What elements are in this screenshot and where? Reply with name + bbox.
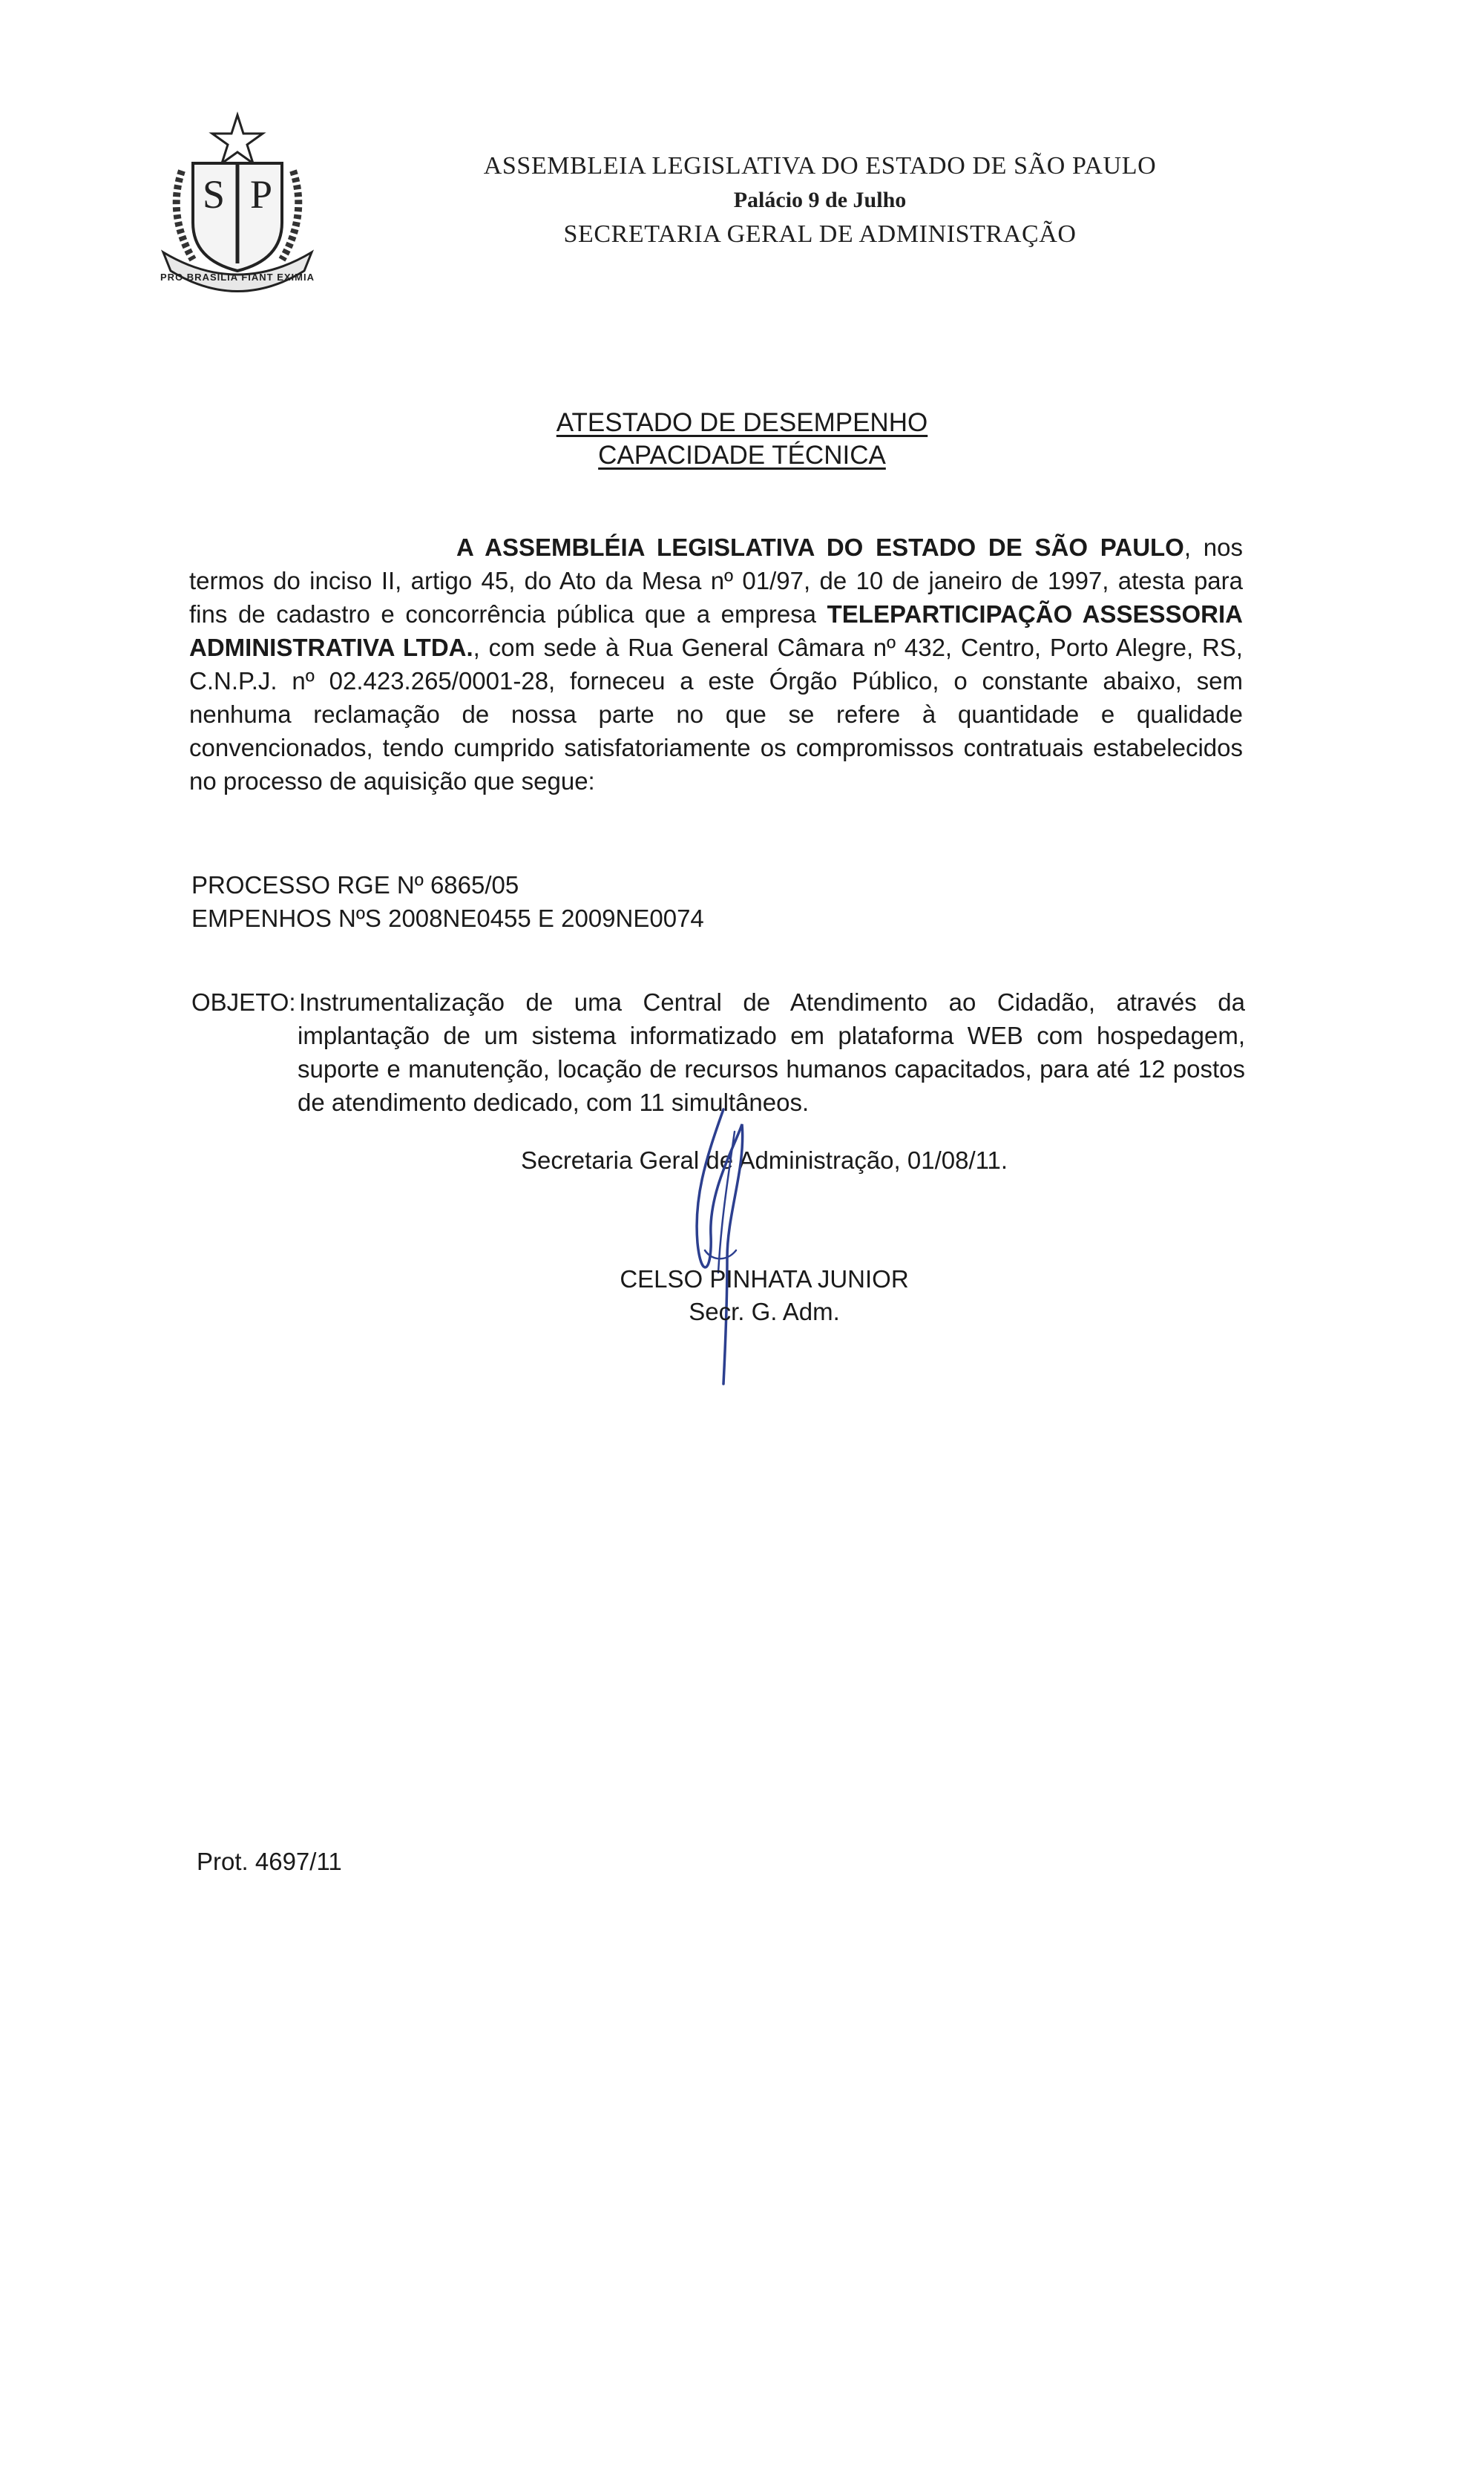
header-institution: ASSEMBLEIA LEGISLATIVA DO ESTADO DE SÃO PAULO: [483, 152, 1157, 180]
institution-name: A ASSEMBLÉIA LEGISLATIVA DO ESTADO DE SÃO PAULO: [456, 534, 1184, 561]
object-first-line: Instrumentalização de uma Central de Atendimento ao Cidadão, através da: [299, 988, 1245, 1016]
object-label: OBJETO:: [191, 988, 296, 1016]
signatory-block: [0, 1263, 1484, 1328]
header-department: SECRETARIA GERAL DE ADMINISTRAÇÃO: [563, 220, 1077, 248]
seal-motto: PRO BRASILIA FIANT EXIMIA: [160, 272, 315, 283]
body-text-1: , nos termos do inciso II, artigo 45, do Ato da Mesa nº 01/97, de 10 de janeiro de 1997, atesta para fins de cadastro e concorrência pública que a empresa: [189, 534, 1243, 628]
seal-letter-s: S: [202, 172, 226, 217]
header-palace: Palácio 9 de Julho: [733, 188, 907, 212]
place-and-date: Secretaria Geral de Administração, 01/08/11.: [520, 1146, 1008, 1174]
title-line-2: CAPACIDADE TÉCNICA: [598, 441, 886, 470]
object-section: [191, 985, 1245, 1119]
protocol-number: Prot. 4697/11: [197, 1848, 342, 1875]
seal-letter-p: P: [249, 172, 273, 217]
signatory-name: CELSO PINHATA JUNIOR: [620, 1265, 909, 1293]
references: [191, 868, 704, 935]
document-title: [0, 407, 1484, 472]
company-name: TELEPARTICIPAÇÃO ASSESSORIA ADMINISTRATIVA LTDA.: [189, 600, 1243, 661]
letterhead: [160, 111, 1317, 312]
object-description: implantação de um sistema informatizado em plataforma WEB com hospedagem, suporte e manutenção, locação de recursos humanos capacitados, para até 12 postos de atendimento dedicado, com 11 simultâneos.: [298, 1022, 1245, 1116]
process-number: PROCESSO RGE Nº 6865/05: [191, 871, 519, 899]
letterhead-text: [330, 148, 1310, 252]
state-seal-icon: [160, 111, 315, 293]
handwritten-signature: [653, 1102, 801, 1399]
certificate-body: [189, 531, 1243, 798]
body-text-2: , com sede à Rua General Câmara nº 432, Centro, Porto Alegre, RS, C.N.P.J. nº 02.423.265/0001-28, forneceu a este Órgão Público, o constante abaixo, sem nenhuma reclamação de nossa parte no que se refere à quantidade e qualidade convencionados, tendo cumprido satisfatoriamente os compromissos contratuais estabelecidos no processo de aquisição que segue:: [189, 634, 1243, 795]
signatory-role: Secr. G. Adm.: [689, 1298, 840, 1325]
commitment-numbers: EMPENHOS NºS 2008NE0455 E 2009NE0074: [191, 905, 704, 932]
title-line-1: ATESTADO DE DESEMPENHO: [556, 408, 928, 437]
